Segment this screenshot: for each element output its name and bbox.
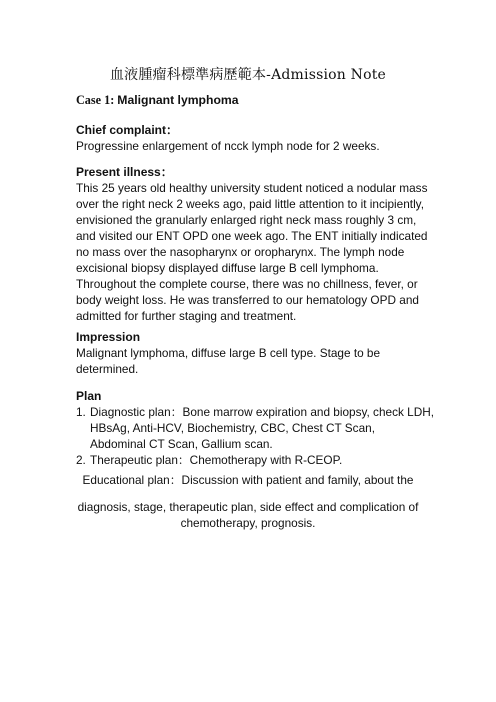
plan-item-therapeutic xyxy=(76,452,448,468)
present-illness-line: Throughout the complete course, there was no chillness, fever, or xyxy=(76,277,418,291)
plan-item-number: 1. xyxy=(76,405,86,419)
plan-item-line: HBsAg, Anti-HCV, Biochemistry, CBC, Chest CT Scan, xyxy=(90,421,375,435)
plan-item-line: Therapeutic plan：Chemotherapy with R-CEOP. xyxy=(90,453,343,467)
present-illness-line: excisional biopsy displayed diffuse large B cell lymphoma. xyxy=(76,261,379,275)
document-title: 血液腫瘤科標準病歷範本-Admission Note xyxy=(109,67,387,83)
case-title xyxy=(76,93,239,108)
educational-plan-line: chemotherapy, prognosis. xyxy=(180,516,316,530)
plan-item-diagnostic xyxy=(76,404,448,452)
chief-complaint-heading: Chief complaint： xyxy=(76,123,179,137)
present-illness-line: body weight loss. He was transferred to our hematology OPD and xyxy=(76,293,419,307)
educational-plan-line: diagnosis, stage, therapeutic plan, side effect and complication of xyxy=(77,500,419,514)
plan-item-line: Abdominal CT Scan, Gallium scan. xyxy=(90,437,273,451)
present-illness-line: This 25 years old healthy university student noticed a nodular mass xyxy=(76,181,428,195)
case-name: Malignant lymphoma xyxy=(117,93,239,107)
chief-complaint-text: Progressine enlargement of ncck lymph node for 2 weeks. xyxy=(76,139,380,153)
present-illness-section xyxy=(76,164,436,324)
present-illness-line: admitted for further staging and treatment. xyxy=(76,309,297,323)
impression-line: determined. xyxy=(76,362,139,376)
plan-item-number: 2. xyxy=(76,453,86,467)
present-illness-line: and visited our ENT OPD one week ago. The ENT initially indicated xyxy=(76,229,428,243)
plan-item-text xyxy=(90,452,342,468)
plan-section xyxy=(76,388,448,468)
educational-plan xyxy=(60,472,436,531)
plan-item-line: Diagnostic plan：Bone marrow expiration and biopsy, check LDH, xyxy=(90,405,435,419)
present-illness-line: envisioned the granularly enlarged right neck mass roughly 3 cm, xyxy=(76,213,417,227)
plan-item-text xyxy=(90,404,434,452)
educational-plan-line: Educational plan：Discussion with patient and family, about the xyxy=(82,473,414,487)
plan-heading: Plan xyxy=(76,389,102,403)
impression-section xyxy=(76,329,436,377)
present-illness-heading: Present illness： xyxy=(76,165,173,179)
case-label: Case 1: xyxy=(76,93,115,107)
present-illness-line: no mass over the nasopharynx or oropharynx. The lymph node xyxy=(76,245,405,259)
present-illness-line: over the right neck 2 weeks ago, paid little attention to it incipiently, xyxy=(76,197,424,211)
chief-complaint-section xyxy=(76,122,436,154)
impression-line: Malignant lymphoma, diffuse large B cell type. Stage to be xyxy=(76,346,381,360)
impression-heading: Impression xyxy=(76,330,141,344)
